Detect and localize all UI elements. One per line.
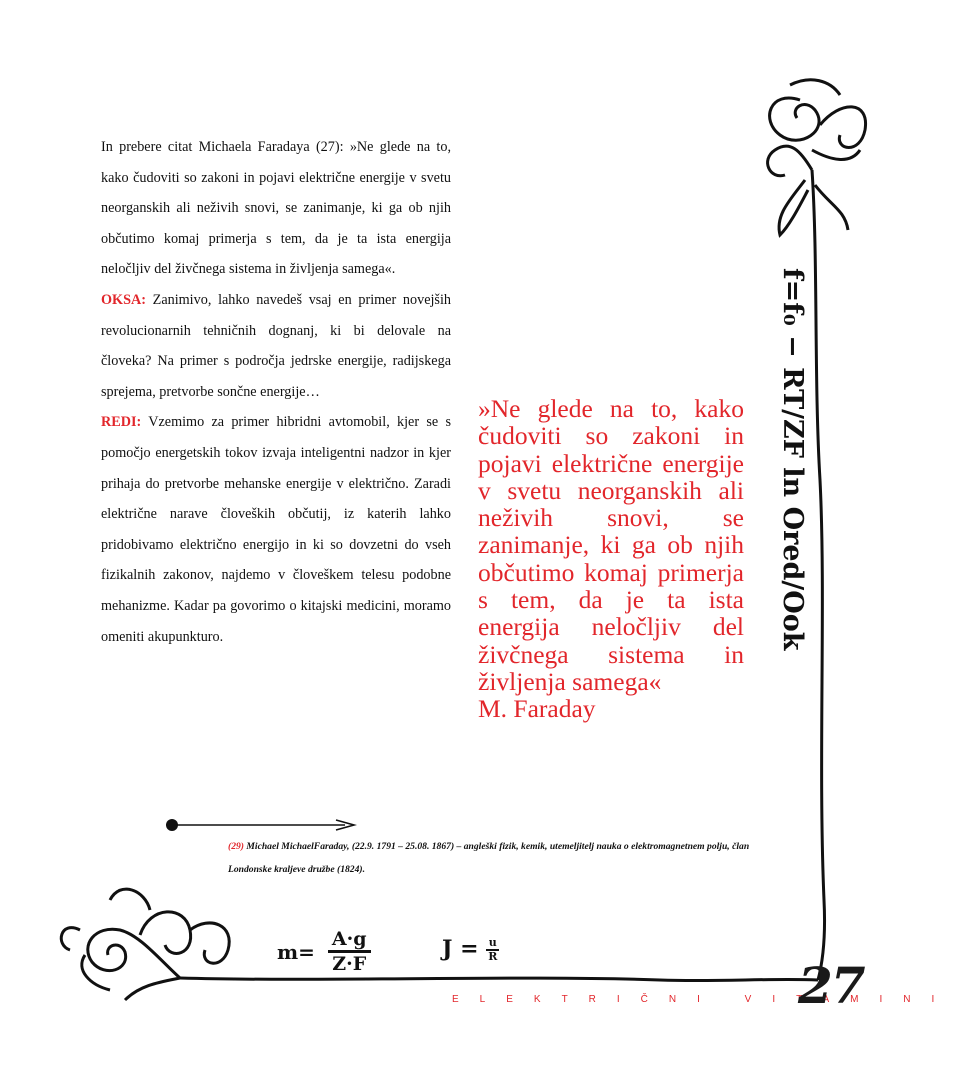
formula-1-numerator: A·g: [328, 928, 371, 953]
footer-book-title: ELEKTRIČNI VITAMINI: [452, 994, 955, 1005]
page-number: 27: [798, 956, 864, 1015]
footnote-text: Michael MichaelFaraday, (22.9. 1791 – 25.08. 1867) – angleški fizik, kemik, utemeljitelj nauka o elektromagnetnem polju, član Londonske kraljeve družbe (1824).: [228, 841, 750, 875]
top-right-flourish: [768, 80, 866, 235]
paragraph-oksa-text: Zanimivo, lahko navedeš vsaj en primer novejših revolucionarnih tehničnih dognanj, ki bi delovale na človeka? Na primer s področja jedrske energije, radijskega sprejema, pretvorbe sončne energije…: [101, 291, 451, 400]
footnote: [228, 835, 778, 881]
formula-1-lhs: m=: [277, 939, 315, 964]
paragraph-redi: [101, 407, 451, 652]
bottom-left-flourish: [61, 889, 229, 1000]
frame-bottom-line: [180, 978, 818, 981]
formula-faraday-law: [277, 928, 371, 975]
formula-2-denominator: R: [488, 950, 498, 963]
vertical-formula-text: f=f₀ − RT/ZF ln Ored/Ook: [777, 268, 808, 651]
pull-quote: [478, 395, 744, 723]
pull-quote-author: M. Faraday: [478, 694, 596, 724]
formula-2-numerator: u: [486, 937, 499, 951]
speaker-label-oksa: OKSA:: [101, 291, 146, 308]
formula-2-fraction: [486, 937, 499, 963]
paragraph-oksa: [101, 285, 451, 407]
speaker-label-redi: REDI:: [101, 414, 142, 431]
formula-2-lhs: J =: [442, 936, 479, 962]
pointer-arrow: [166, 819, 354, 831]
formula-ohm-law: [442, 936, 499, 963]
vertical-nernst-formula: [770, 268, 808, 651]
paragraph-redi-text: Vzemimo za primer hibridni avtomobil, kjer se s pomočjo energetskih tokov izvaja inteligentni nadzor in kjer prihaja do pretvorbe mehanske energije v električno. Zaradi električne narave človeških občutij, iz katerih lahko pridobivamo električno energijo in ki so dovzetni do vseh fizikalnih zakonov, najdemo v človeškem telesu podobne mehanizme. Kadar pa govorimo o kitajski medicini, moramo omeniti akupunkturo.: [101, 414, 451, 645]
footnote-number: (29): [228, 841, 244, 852]
formula-1-fraction: [328, 928, 371, 975]
body-text: [101, 132, 451, 652]
pull-quote-text: »Ne glede na to, kako čudoviti so zakoni in pojavi električne energije v svetu neorganskih ali neživih snovi, se zanimanje, ki ga ob njih občutimo komaj primerja s tem, da je ta ista energija neločljiv del živčnega sistema in življenja samega«: [478, 394, 744, 696]
paragraph-intro: In prebere citat Michaela Faradaya (27): »Ne glede na to, kako čudoviti so zakoni in pojavi električne energije v svetu neorganskih ali neživih snovi, se zanimanje, ki ga ob njih občutimo komaj primerja s tem, da je ta ista energija neločljiv del živčnega sistema in življenja samega«.: [101, 139, 451, 278]
formula-1-denominator: Z·F: [332, 953, 367, 975]
frame-right-line: [812, 170, 825, 980]
